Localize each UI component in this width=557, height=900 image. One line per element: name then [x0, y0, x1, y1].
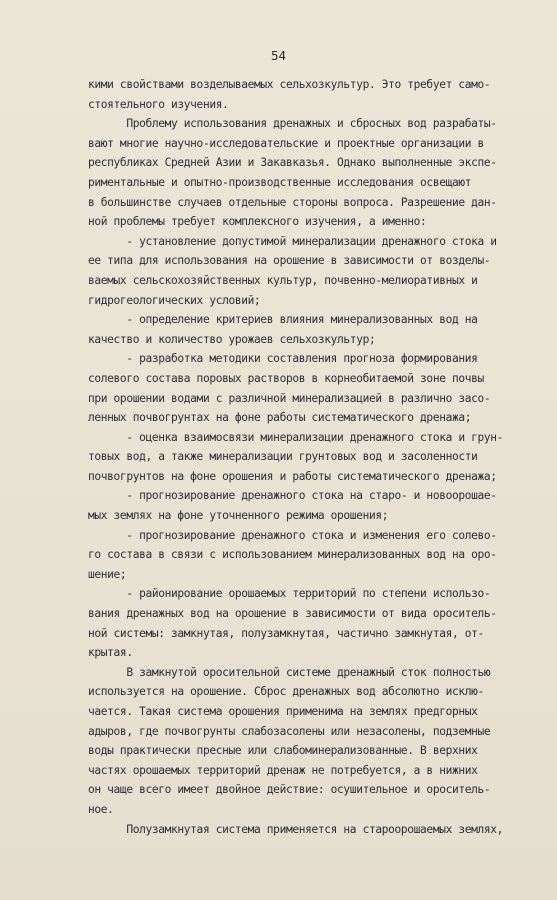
text-line: ленных почвогрунтах на фоне работы систематического дренажа; [88, 411, 472, 425]
text-line: товых вод, а также минерализации грунтовых вод и засоленности [88, 450, 478, 464]
text-line: почвогрунтов на фоне орошения и работы систематического дренажа; [88, 469, 497, 483]
text-line: го состава в связи с использованием минерализованных вод на оро- [88, 548, 497, 562]
text-line: воды практически пресные или слабоминерализованные. В верхних [88, 744, 478, 758]
text-line: ное. [88, 802, 114, 816]
text-line: ее типа для использования на орошение в зависимости от возделы- [88, 254, 491, 268]
text-line: ной проблемы требует комплексного изучения, а именно: [88, 215, 427, 229]
text-line: адыров, где почвогрунты слабозасолены или незасолены, подземные [88, 724, 491, 738]
text-line: чается. Такая система орошения применима на землях предгорных [88, 705, 478, 718]
text-line: ваемых сельскохозяйственных культур, почвенно-мелиоративных и [88, 273, 478, 287]
text-line: крытая. [88, 646, 133, 660]
text-line: солевого состава поровых растворов в корнеобитаемой зоне почвы [88, 371, 484, 385]
text-line: - установление допустимой минерализации дренажного стока и [88, 234, 497, 248]
text-line: В замкнутой оросительной системе дренажный сток полностью [88, 665, 491, 679]
text-line: частях орошаемых территорий дренаж не потребуется, а в нижних [88, 763, 478, 777]
text-line: Полузамкнутая система применяется на староорошаемых землях, [88, 822, 504, 836]
text-line: вают многие научно-исследовательские и проектные организации в [88, 136, 484, 150]
page-number: 54 [270, 48, 287, 63]
text-line: - районирование орошаемых территорий по степени использо- [88, 587, 491, 601]
text-line: ной системы: замкнутая, полузамкнутая, частично замкнутая, от- [88, 626, 484, 640]
text-line: в большинстве случаев отдельные стороны вопроса. Разрешение дан- [88, 195, 497, 209]
text-line: мых землях на фоне уточненного режима орошения; [88, 509, 389, 523]
text-line: гидрогеологических условий; [88, 293, 261, 307]
text-line: шение; [88, 567, 127, 581]
text-line: - прогнозирование дренажного стока на старо- и новоорошае- [88, 489, 497, 503]
body-text [88, 75, 548, 839]
text-line: используется на орошение. Сброс дренажных вод абсолютно исклю- [88, 685, 484, 699]
text-line: - прогнозирование дренажного стока и изменения его солево- [88, 528, 497, 542]
text-line: качество и количество урожаев сельхозкультур; [88, 332, 376, 346]
text-line: - определение критериев влияния минерализованных вод на [88, 313, 478, 327]
text-line: вания дренажных вод на орошение в зависимости от вида ороситель- [88, 607, 497, 621]
text-line: - разработка методики составления прогноза формирования [88, 352, 478, 366]
text-line: риментальные и опытно-производственные исследования освещают [88, 175, 472, 189]
text-line: стоятельного изучения. [88, 97, 229, 111]
text-line: при орошении водами с различной минерализацией в различно засо- [88, 391, 491, 405]
text-line: - оценка взаимосвязи минерализации дренажного стока и грун- [88, 430, 504, 444]
text-line: Проблему использования дренажных и сбросных вод разрабаты- [88, 117, 497, 131]
text-line: республиках Средней Азии и Закавказья. Однако выполненные экспе- [88, 156, 497, 170]
text-line: кими свойствами возделываемых сельхозкультур. Это требует само- [88, 78, 491, 91]
text-line: он чаще всего имеет двойное действие: осушительное и ороситель- [88, 783, 491, 797]
